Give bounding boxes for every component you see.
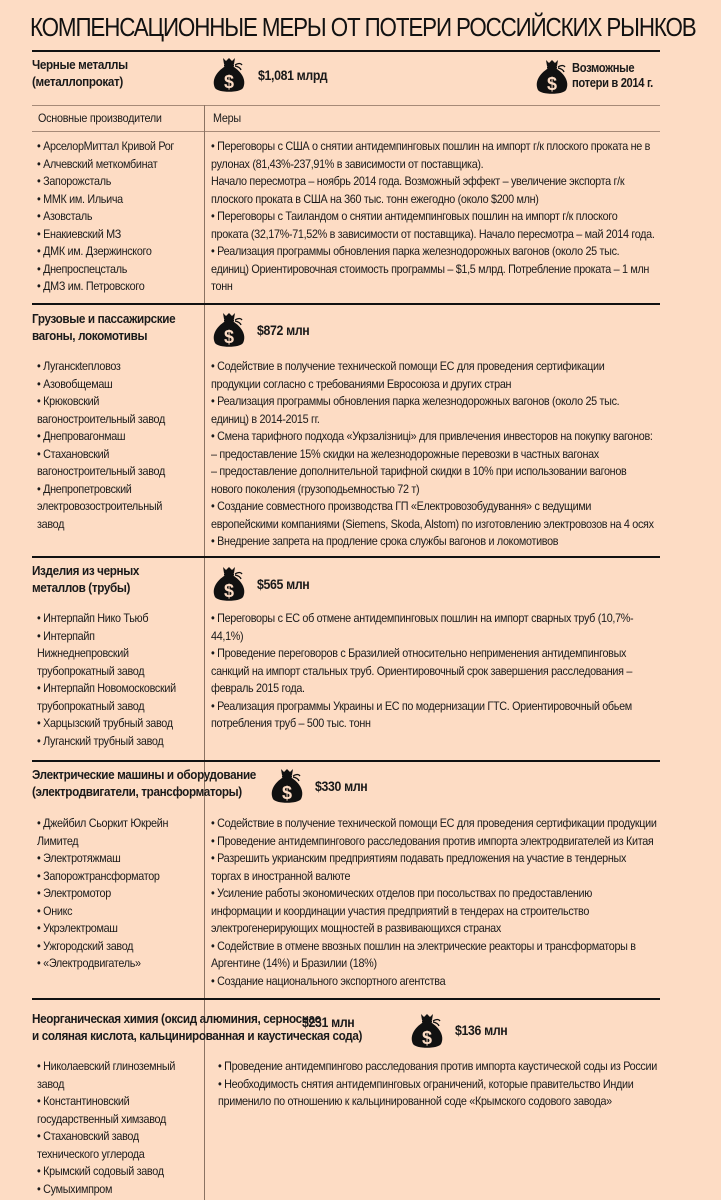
list-item: • Луганский трубный завод bbox=[37, 733, 164, 748]
list-item: • ДМЗ им. Петровского bbox=[37, 279, 145, 293]
section-amount: $1,081 млрд bbox=[258, 67, 328, 83]
list-item: • Днепровагонмаш bbox=[37, 429, 126, 443]
list-item: Аргентине (14%) и Бразилии (18%) bbox=[211, 956, 377, 970]
list-item: применило по отношению к кальцинированной соде «Крымского содового завода» bbox=[218, 1094, 612, 1108]
section-title: Электрические машины и оборудование (электродвигатели, трансформаторы) bbox=[32, 767, 256, 799]
overlap-amount: $231 млн bbox=[302, 1014, 355, 1030]
list-item: • Содействие в получение технической помощи ЕС для проведения сертификации bbox=[211, 359, 605, 373]
list-item: трубопрокатный завод bbox=[37, 698, 145, 713]
column-header-measures: Меры bbox=[213, 111, 241, 125]
list-item: • Реализация программы обновления парка железнодорожных вагонов (около 25 тыс. bbox=[211, 394, 620, 408]
list-item: февраль 2015 года. bbox=[211, 681, 305, 695]
column-header-producers: Основные производители bbox=[38, 111, 162, 125]
list-item: Лимитед bbox=[37, 833, 79, 848]
list-item: • Переговоры с ЕС об отмене антидемпинговых пошлин на импорт сварных труб (10,7%- bbox=[211, 611, 634, 625]
list-item: • Смена тарифного подхода «Укрзалізниці» для привлечения инвесторов на покупку вагонов: bbox=[211, 429, 653, 443]
section-amount: $136 млн bbox=[455, 1022, 508, 1038]
list-item: • Проведение антидемпингово расследования против импорта каустической соды из России bbox=[218, 1059, 657, 1073]
list-item: • Проведение переговоров с Бразилией относительно неприменения антидемпинговых bbox=[211, 646, 627, 660]
list-item: • АрселорМиттал Кривой Рог bbox=[37, 139, 175, 153]
list-item: Начало пересмотра – ноябрь 2014 года. Возможный эффект – увеличение экспорта г/к bbox=[211, 174, 625, 188]
list-item: • Стахановский завод bbox=[37, 1129, 139, 1143]
measures-list bbox=[211, 358, 654, 551]
list-item: • Содействие в отмене ввозных пошлин на электрические реакторы и трансформаторы в bbox=[211, 938, 636, 953]
list-item: • Азовсталь bbox=[37, 209, 93, 223]
list-item: • Константиновский bbox=[37, 1094, 130, 1108]
list-item: • Содействие в получение технической помощи ЕС для проведения сертификации продукции bbox=[211, 816, 657, 830]
section-divider bbox=[32, 556, 660, 558]
list-item: • Запорожсталь bbox=[37, 174, 112, 188]
section-title: Черные металлы (металлопрокат) bbox=[32, 57, 128, 89]
list-item: • «Электродвигатель» bbox=[37, 956, 141, 970]
list-item: • Укрэлектромаш bbox=[37, 921, 118, 935]
list-item: тонн bbox=[211, 279, 233, 293]
list-item: • Реализация программы Украины и ЕС по модернизации ГТС. Ориентировочный обьем bbox=[211, 698, 632, 713]
list-item: • Крымский содовый завод bbox=[37, 1164, 164, 1178]
list-item: рулонах (81,43%-237,91% в зависимости от поставщика). bbox=[211, 156, 484, 171]
list-item: • Создание совместного производства ГП «Електровозобудування» с ведущими bbox=[211, 499, 592, 513]
list-item: технического углерода bbox=[37, 1146, 145, 1161]
list-item: проката (32,17%-71,52% в зависимости от поставщика). Начало пересмотра – май 2014 года. bbox=[211, 226, 655, 241]
list-item: информации и координации участия предприятий в тендерах на строительство bbox=[211, 903, 590, 918]
list-item: торгах в иностранной валюте bbox=[211, 868, 351, 883]
measures-list bbox=[211, 815, 657, 990]
list-item: • Крюковский bbox=[37, 394, 100, 408]
list-item: • Харцызский трубный завод bbox=[37, 716, 173, 730]
page-title: КОМПЕНСАЦИОННЫЕ МЕРЫ ОТ ПОТЕРИ РОССИЙСКИХ РЫНКОВ bbox=[30, 12, 696, 42]
list-item: • ММК им. Ильича bbox=[37, 191, 123, 206]
section-divider bbox=[32, 760, 660, 762]
money-bag-icon bbox=[270, 767, 304, 805]
producers-list bbox=[37, 1058, 175, 1198]
list-item: • Реализация программы обновления парка железнодорожных вагонов (около 25 тыс. bbox=[211, 244, 620, 258]
money-bag-icon bbox=[212, 565, 246, 603]
section-amount: $565 млн bbox=[257, 576, 310, 592]
list-item: завод bbox=[37, 516, 65, 531]
list-item: • Енакиевский МЗ bbox=[37, 226, 122, 241]
list-item: • Интерпайп Нико Тьюб bbox=[37, 611, 149, 625]
list-item: • Сумыхимпром bbox=[37, 1181, 113, 1196]
title-divider bbox=[32, 50, 660, 52]
list-item: вагоностроительный завод bbox=[37, 464, 165, 478]
list-item: • Оникс bbox=[37, 903, 73, 918]
money-bag-icon bbox=[535, 58, 569, 96]
measures-list bbox=[218, 1058, 657, 1111]
list-item: • Проведение антидемпингового расследования против импорта электродвигателей из Китая bbox=[211, 833, 654, 848]
list-item: • Днепроспецсталь bbox=[37, 261, 128, 276]
list-item: • Стахановский bbox=[37, 446, 110, 461]
list-item: • Алчевский меткомбинат bbox=[37, 156, 158, 171]
list-item: санкций на импорт стальных труб. Ориентировочный срок завершения расследования – bbox=[211, 663, 633, 678]
section-title: Изделия из черных металлов (трубы) bbox=[32, 563, 140, 595]
money-bag-icon bbox=[212, 56, 246, 94]
list-item: • Азовобщемаш bbox=[37, 376, 113, 391]
list-item: • Интерпайп Новомосковский bbox=[37, 681, 176, 695]
producers-list bbox=[37, 815, 168, 973]
section-title: Неорганическая химия (оксид алюминия, серноснас и соляная кислота, кальцинированная и каустическая сода) bbox=[32, 1011, 363, 1043]
list-item: • Электромотор bbox=[37, 886, 111, 900]
producers-list bbox=[37, 358, 165, 533]
list-item: • Ужгородский завод bbox=[37, 938, 134, 953]
list-item: электрогенерирующих мощностей в развивающихся странах bbox=[211, 921, 501, 935]
list-item: плоского проката в США на 360 тыс. тонн ежегодно (около $200 млн) bbox=[211, 191, 539, 206]
list-item: Нижнеднепровский bbox=[37, 646, 129, 660]
list-item: • Джейбил Сьоркит Юкрейн bbox=[37, 816, 169, 830]
list-item: • Усиление работы экономических отделов при посольствах по предоставлению bbox=[211, 886, 593, 900]
section-divider bbox=[32, 998, 660, 1000]
list-item: – предоставление дополнительной тарифной скидки в 10% при использовании вагонов bbox=[211, 464, 627, 478]
list-item: • Днепропетровский bbox=[37, 481, 132, 496]
list-item: единиц) в 2014-2015 гг. bbox=[211, 411, 320, 426]
list-item: • Николаевский глиноземный bbox=[37, 1059, 176, 1073]
money-bag-icon bbox=[410, 1012, 444, 1050]
list-item: • Внедрение запрета на продление срока службы вагонов и локомотивов bbox=[211, 534, 559, 548]
measures-list bbox=[211, 138, 655, 296]
list-item: вагоностроительный завод bbox=[37, 411, 165, 426]
producers-list bbox=[37, 138, 174, 296]
list-item: • Интерпайп bbox=[37, 628, 95, 643]
list-item: • Необходимость снятия антидемпинговых ограничений, которые правительство Индии bbox=[218, 1076, 634, 1091]
list-item: завод bbox=[37, 1076, 65, 1091]
section-title: Грузовые и пассажирские вагоны, локомотивы bbox=[32, 311, 176, 343]
list-item: • Создание национального экспортного агентства bbox=[211, 973, 446, 988]
list-item: единиц) Ориентировочная стоимость программы – $1,5 млрд. Потребление проката – 1 млн bbox=[211, 261, 650, 276]
list-item: • Запорожтрансформатор bbox=[37, 868, 160, 883]
list-item: • Переговоры с Таиландом о снятии антидемпинговых пошлин на импорт г/к плоского bbox=[211, 209, 618, 223]
section-divider bbox=[32, 303, 660, 305]
list-item: электровозостроительный bbox=[37, 499, 163, 513]
money-bag-icon bbox=[212, 311, 246, 349]
producers-list bbox=[37, 610, 176, 750]
measures-list bbox=[211, 610, 633, 733]
list-item: – предоставление 15% скидки на железнодорожные перевозки в частных вагонах bbox=[211, 446, 599, 461]
list-item: продукции согласно с требованиями Евросоюза и других стран bbox=[211, 376, 512, 391]
divider bbox=[32, 131, 660, 132]
list-item: трубопрокатный завод bbox=[37, 663, 145, 678]
list-item: потребления труб – 500 тыс. тонн bbox=[211, 716, 371, 730]
list-item: государственный химзавод bbox=[37, 1111, 166, 1126]
list-item: • Электротяжмаш bbox=[37, 851, 121, 865]
list-item: • ДМК им. Дзержинского bbox=[37, 244, 152, 258]
section-amount: $330 млн bbox=[315, 778, 368, 794]
legend-label: Возможные потери в 2014 г. bbox=[572, 60, 653, 90]
section-amount: $872 млн bbox=[257, 322, 310, 338]
list-item: нового поколения (грузоподьемностью 72 т) bbox=[211, 481, 420, 496]
list-item: европейскими компаниями (Siemens, Skoda, Alstom) по изготовлению электровозов на 4 осях bbox=[211, 516, 654, 531]
list-item: • Переговоры с США о снятии антидемпинговых пошлин на импорт г/к плоского проката не в bbox=[211, 139, 651, 153]
divider bbox=[32, 105, 660, 106]
list-item: 44,1%) bbox=[211, 628, 244, 643]
list-item: • Луганскteпловоз bbox=[37, 359, 121, 373]
list-item: • Разрешить укрианским предприятиям подавать предложения на участие в тендерных bbox=[211, 851, 627, 865]
